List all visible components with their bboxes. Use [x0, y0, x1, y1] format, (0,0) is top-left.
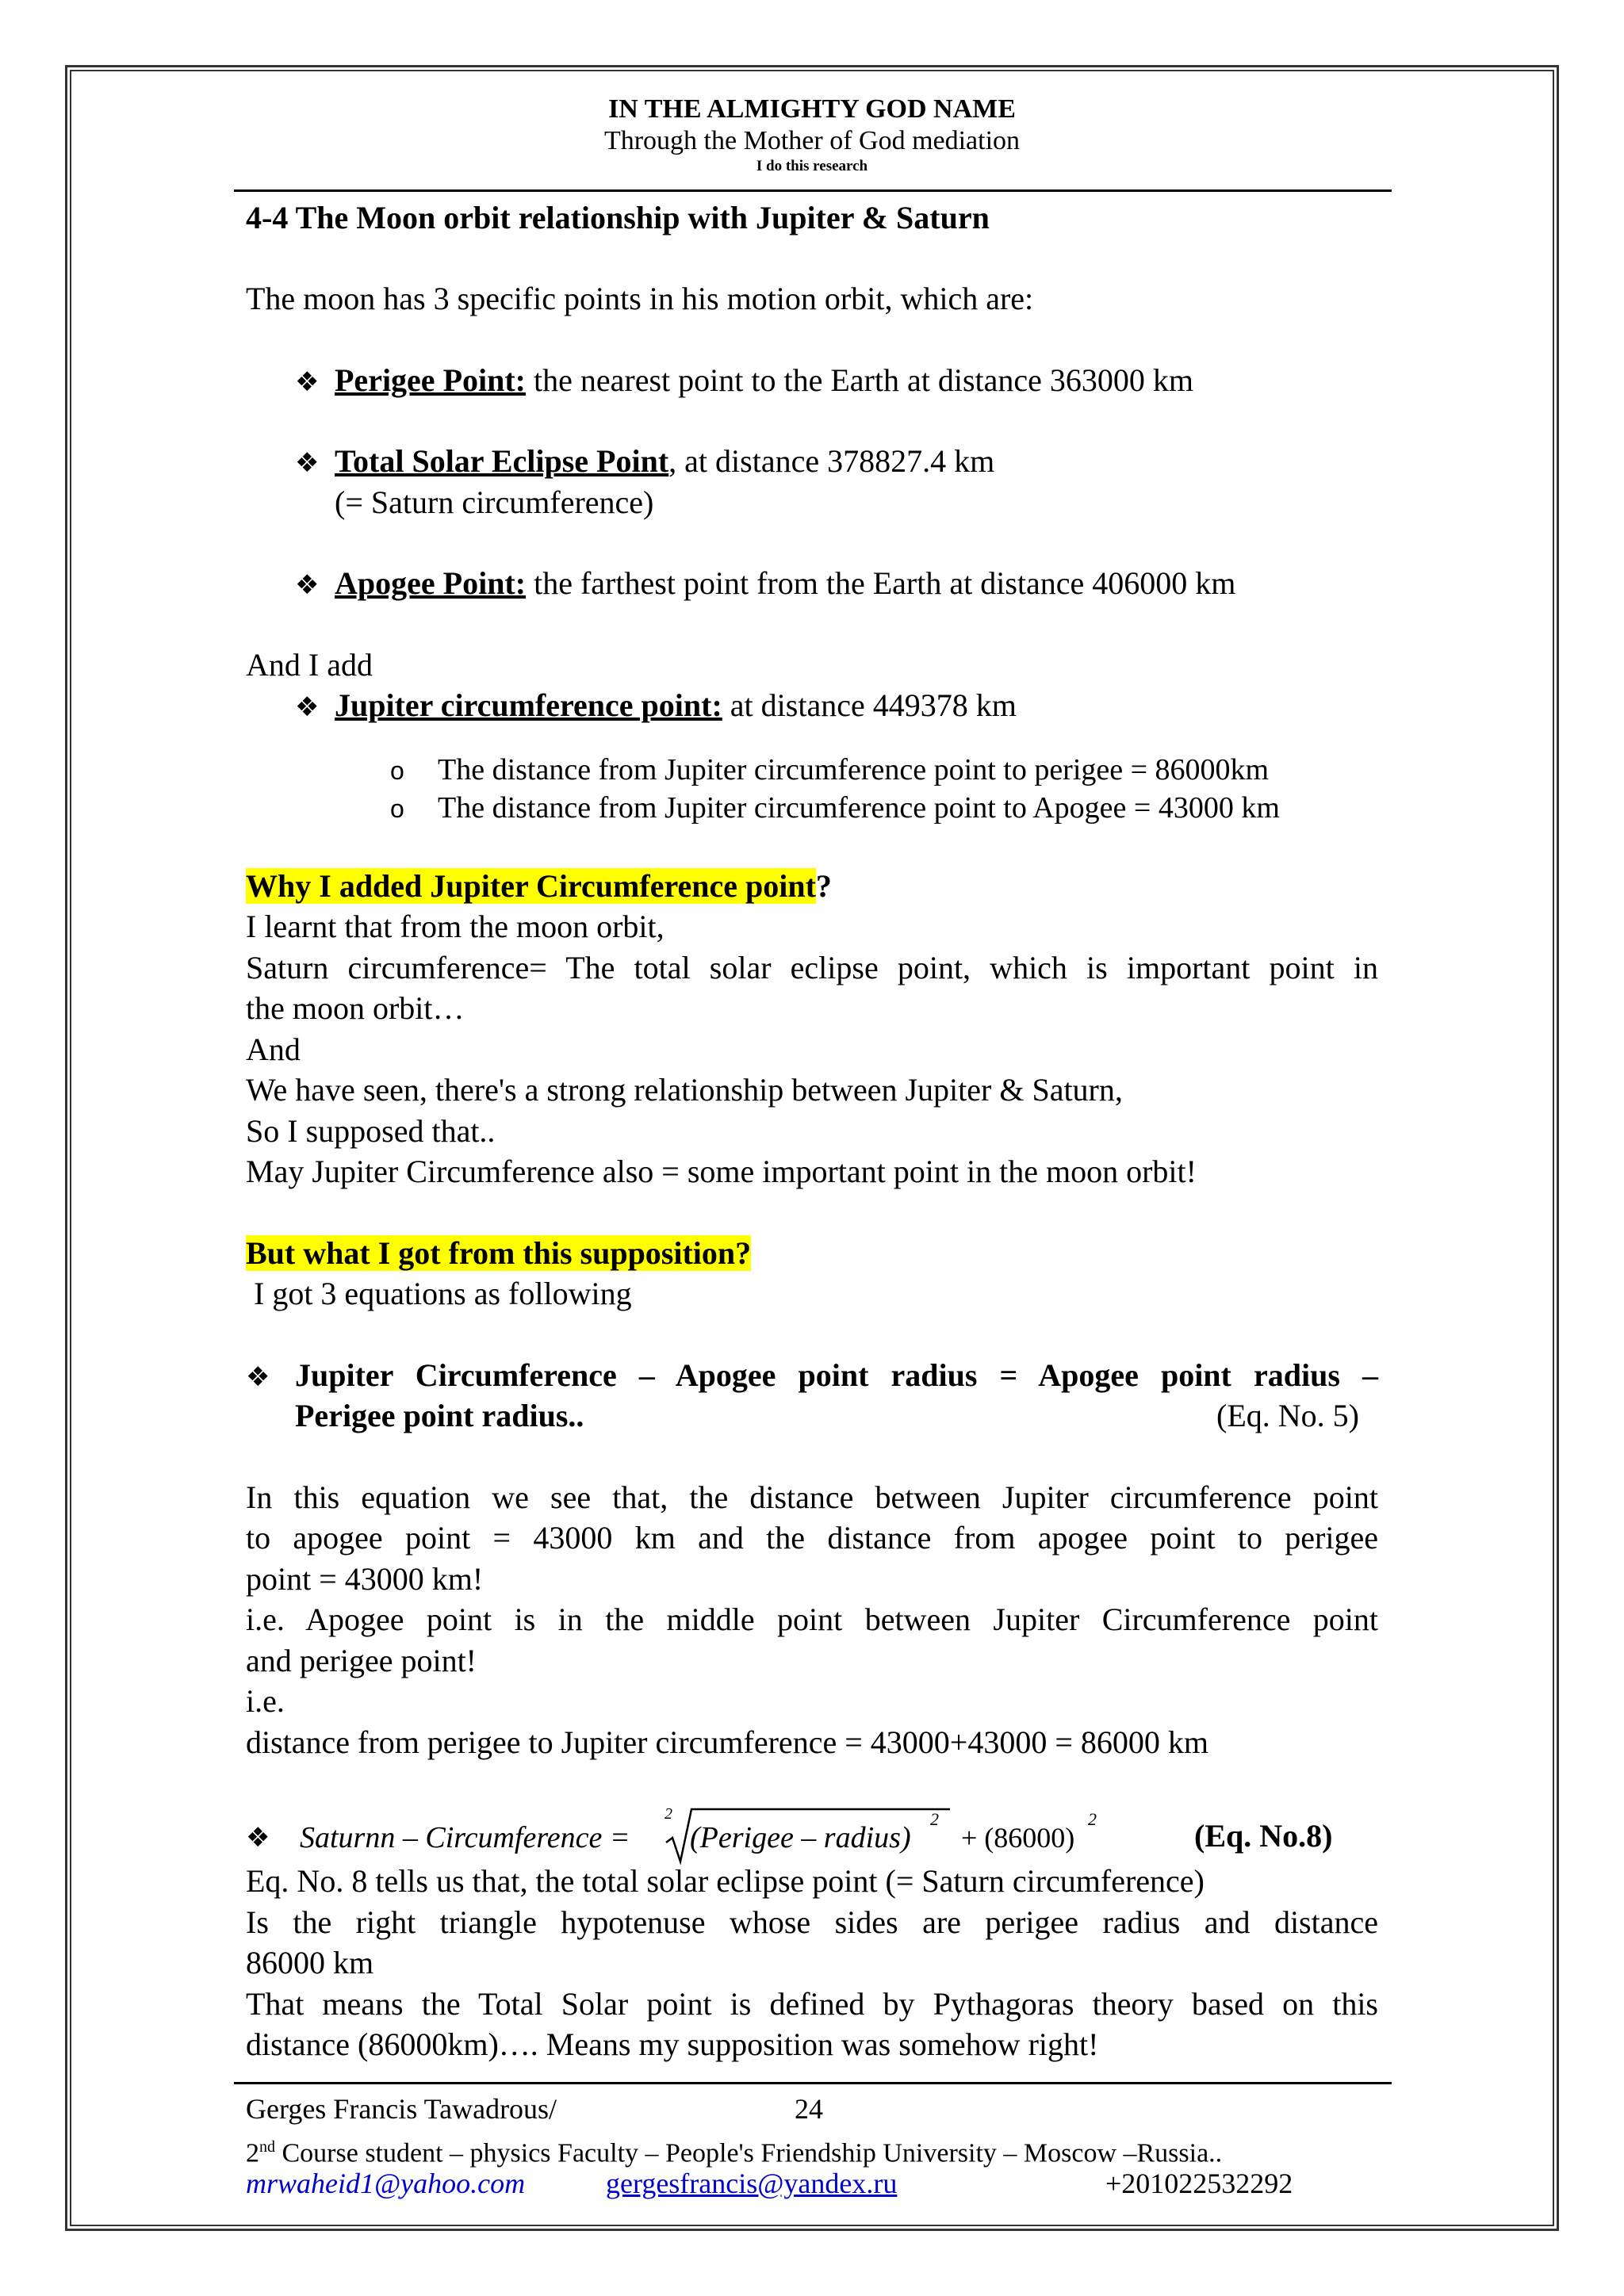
eq5-explain: i.e. Apogee point is in the middle point between Jupiter Circumference point — [246, 1601, 1378, 1637]
point-total-solar-eclipse-note: (= Saturn circumference) — [335, 484, 654, 520]
point-text: the nearest point to the Earth at distance 363000 km — [526, 362, 1193, 398]
eq5-explain: i.e. — [246, 1683, 285, 1719]
diamond-bullet-icon: ❖ — [295, 569, 320, 601]
footer-author: Gerges Francis Tawadrous/ — [246, 2093, 557, 2125]
point-label: Jupiter circumference point: — [335, 687, 722, 723]
but-heading — [246, 1233, 751, 1274]
why-heading-qmark: ? — [815, 868, 832, 904]
sub-point — [390, 787, 1280, 829]
eq8-explain: Is the right triangle hypotenuse whose sides are perigee radius and distance — [246, 1904, 1378, 1940]
footer-email-yahoo[interactable]: mrwaheid1@yahoo.com — [246, 2168, 526, 2199]
point-apogee — [295, 563, 1235, 606]
eq8-lhs: Saturnn – Circumference = — [300, 1821, 630, 1854]
eq8-root-index: 2 — [665, 1805, 672, 1823]
footer-rule — [234, 2082, 1392, 2084]
section-title: 4-4 The Moon orbit relationship with Jupiter & Saturn — [246, 200, 990, 235]
header-line-3: I do this research — [756, 158, 868, 174]
eq5-explain: and perigee point! — [246, 1643, 477, 1678]
why-heading-highlight: Why I added Jupiter Circumference point — [246, 868, 816, 904]
point-text: the farthest point from the Earth at distance 406000 km — [526, 565, 1236, 601]
eq8-exp-1: 2 — [930, 1809, 939, 1829]
page-header — [246, 94, 1378, 176]
diamond-bullet-icon: ❖ — [295, 447, 320, 479]
why-line: So I supposed that.. — [246, 1113, 496, 1149]
eq8-bullet — [246, 1816, 285, 1858]
point-text: , at distance 378827.4 km — [668, 443, 995, 479]
circle-bullet-icon: o — [390, 794, 404, 823]
eq8-exp-2: 2 — [1088, 1809, 1097, 1829]
footer-course-text: Course student – physics Faculty – People's Friendship University – Moscow –Russia.. — [275, 2138, 1223, 2168]
eq5-explain: point = 43000 km! — [246, 1561, 484, 1597]
why-line: I learnt that from the moon orbit, — [246, 909, 665, 944]
header-line-1: IN THE ALMIGHTY GOD NAME — [608, 94, 1016, 124]
eq5-number: (Eq. No. 5) — [1216, 1398, 1359, 1433]
why-line: Saturn circumference= The total solar eclipse point, which is important point in — [246, 950, 1378, 985]
eq5-text-1: Jupiter Circumference – Apogee point radius = Apogee point radius – — [295, 1357, 1378, 1393]
eq8-explain: Eq. No. 8 tells us that, the total solar eclipse point (= Saturn circumference) — [246, 1863, 1205, 1899]
footer-phone: +201022532292 — [1105, 2168, 1293, 2199]
got-line: I got 3 equations as following — [254, 1276, 632, 1311]
diamond-bullet-icon: ❖ — [295, 366, 320, 398]
point-perigee — [295, 360, 1193, 403]
eq8-explain: That means the Total Solar point is defined by Pythagoras theory based on this — [246, 1986, 1378, 2022]
eq5-line-1 — [246, 1355, 1378, 1398]
diamond-bullet-icon: ❖ — [246, 1361, 270, 1393]
but-heading-highlight: But what I got from this supposition? — [246, 1235, 752, 1271]
eq8-plus: + (86000) — [961, 1822, 1075, 1854]
eq5-explain: distance from perigee to Jupiter circumference = 43000+43000 = 86000 km — [246, 1724, 1208, 1760]
eq8-inner: (Perigee – radius) — [690, 1821, 911, 1854]
eq8-explain: distance (86000km)…. Means my supposition was somehow right! — [246, 2026, 1099, 2062]
eq5-line-2: Perigee point radius.. — [295, 1398, 584, 1433]
header-rule — [234, 189, 1392, 192]
sub-point-text: The distance from Jupiter circumference point to Apogee = 43000 km — [438, 791, 1280, 825]
eq5-explain: In this equation we see that, the distance between Jupiter circumference point — [246, 1479, 1378, 1515]
why-heading — [246, 866, 832, 907]
point-jupiter — [295, 685, 1017, 728]
why-line: And — [246, 1031, 301, 1067]
diamond-bullet-icon: ❖ — [246, 1822, 270, 1854]
and-i-add: And I add — [246, 647, 373, 683]
eq8-number: (Eq. No.8) — [1194, 1818, 1333, 1854]
footer-course-sup: nd — [259, 2138, 275, 2156]
eq8-explain: 86000 km — [246, 1945, 374, 1980]
footer-page-number: 24 — [795, 2093, 823, 2125]
point-label: Perigee Point: — [335, 362, 526, 398]
point-label: Total Solar Eclipse Point — [335, 443, 669, 479]
sub-point-text: The distance from Jupiter circumference point to perigee = 86000km — [438, 753, 1270, 786]
point-text: at distance 449378 km — [722, 687, 1017, 723]
footer-course-num: 2 — [246, 2138, 259, 2168]
circle-bullet-icon: o — [390, 756, 404, 785]
point-total-solar-eclipse — [295, 441, 994, 484]
diamond-bullet-icon: ❖ — [295, 691, 320, 723]
footer-email-yandex[interactable]: gergesfrancis@yandex.ru — [606, 2168, 898, 2199]
intro-text: The moon has 3 specific points in his motion orbit, which are: — [246, 281, 1034, 316]
why-line: the moon orbit… — [246, 990, 465, 1026]
why-line: We have seen, there's a strong relationship between Jupiter & Saturn, — [246, 1072, 1123, 1108]
header-line-2: Through the Mother of God mediation — [603, 126, 1021, 155]
eq5-explain: to apogee point = 43000 km and the distance from apogee point to perigee — [246, 1520, 1378, 1556]
why-line: May Jupiter Circumference also = some important point in the moon orbit! — [246, 1154, 1197, 1189]
point-label: Apogee Point: — [335, 565, 527, 601]
sub-point — [390, 749, 1269, 791]
footer-course — [246, 2130, 1222, 2171]
